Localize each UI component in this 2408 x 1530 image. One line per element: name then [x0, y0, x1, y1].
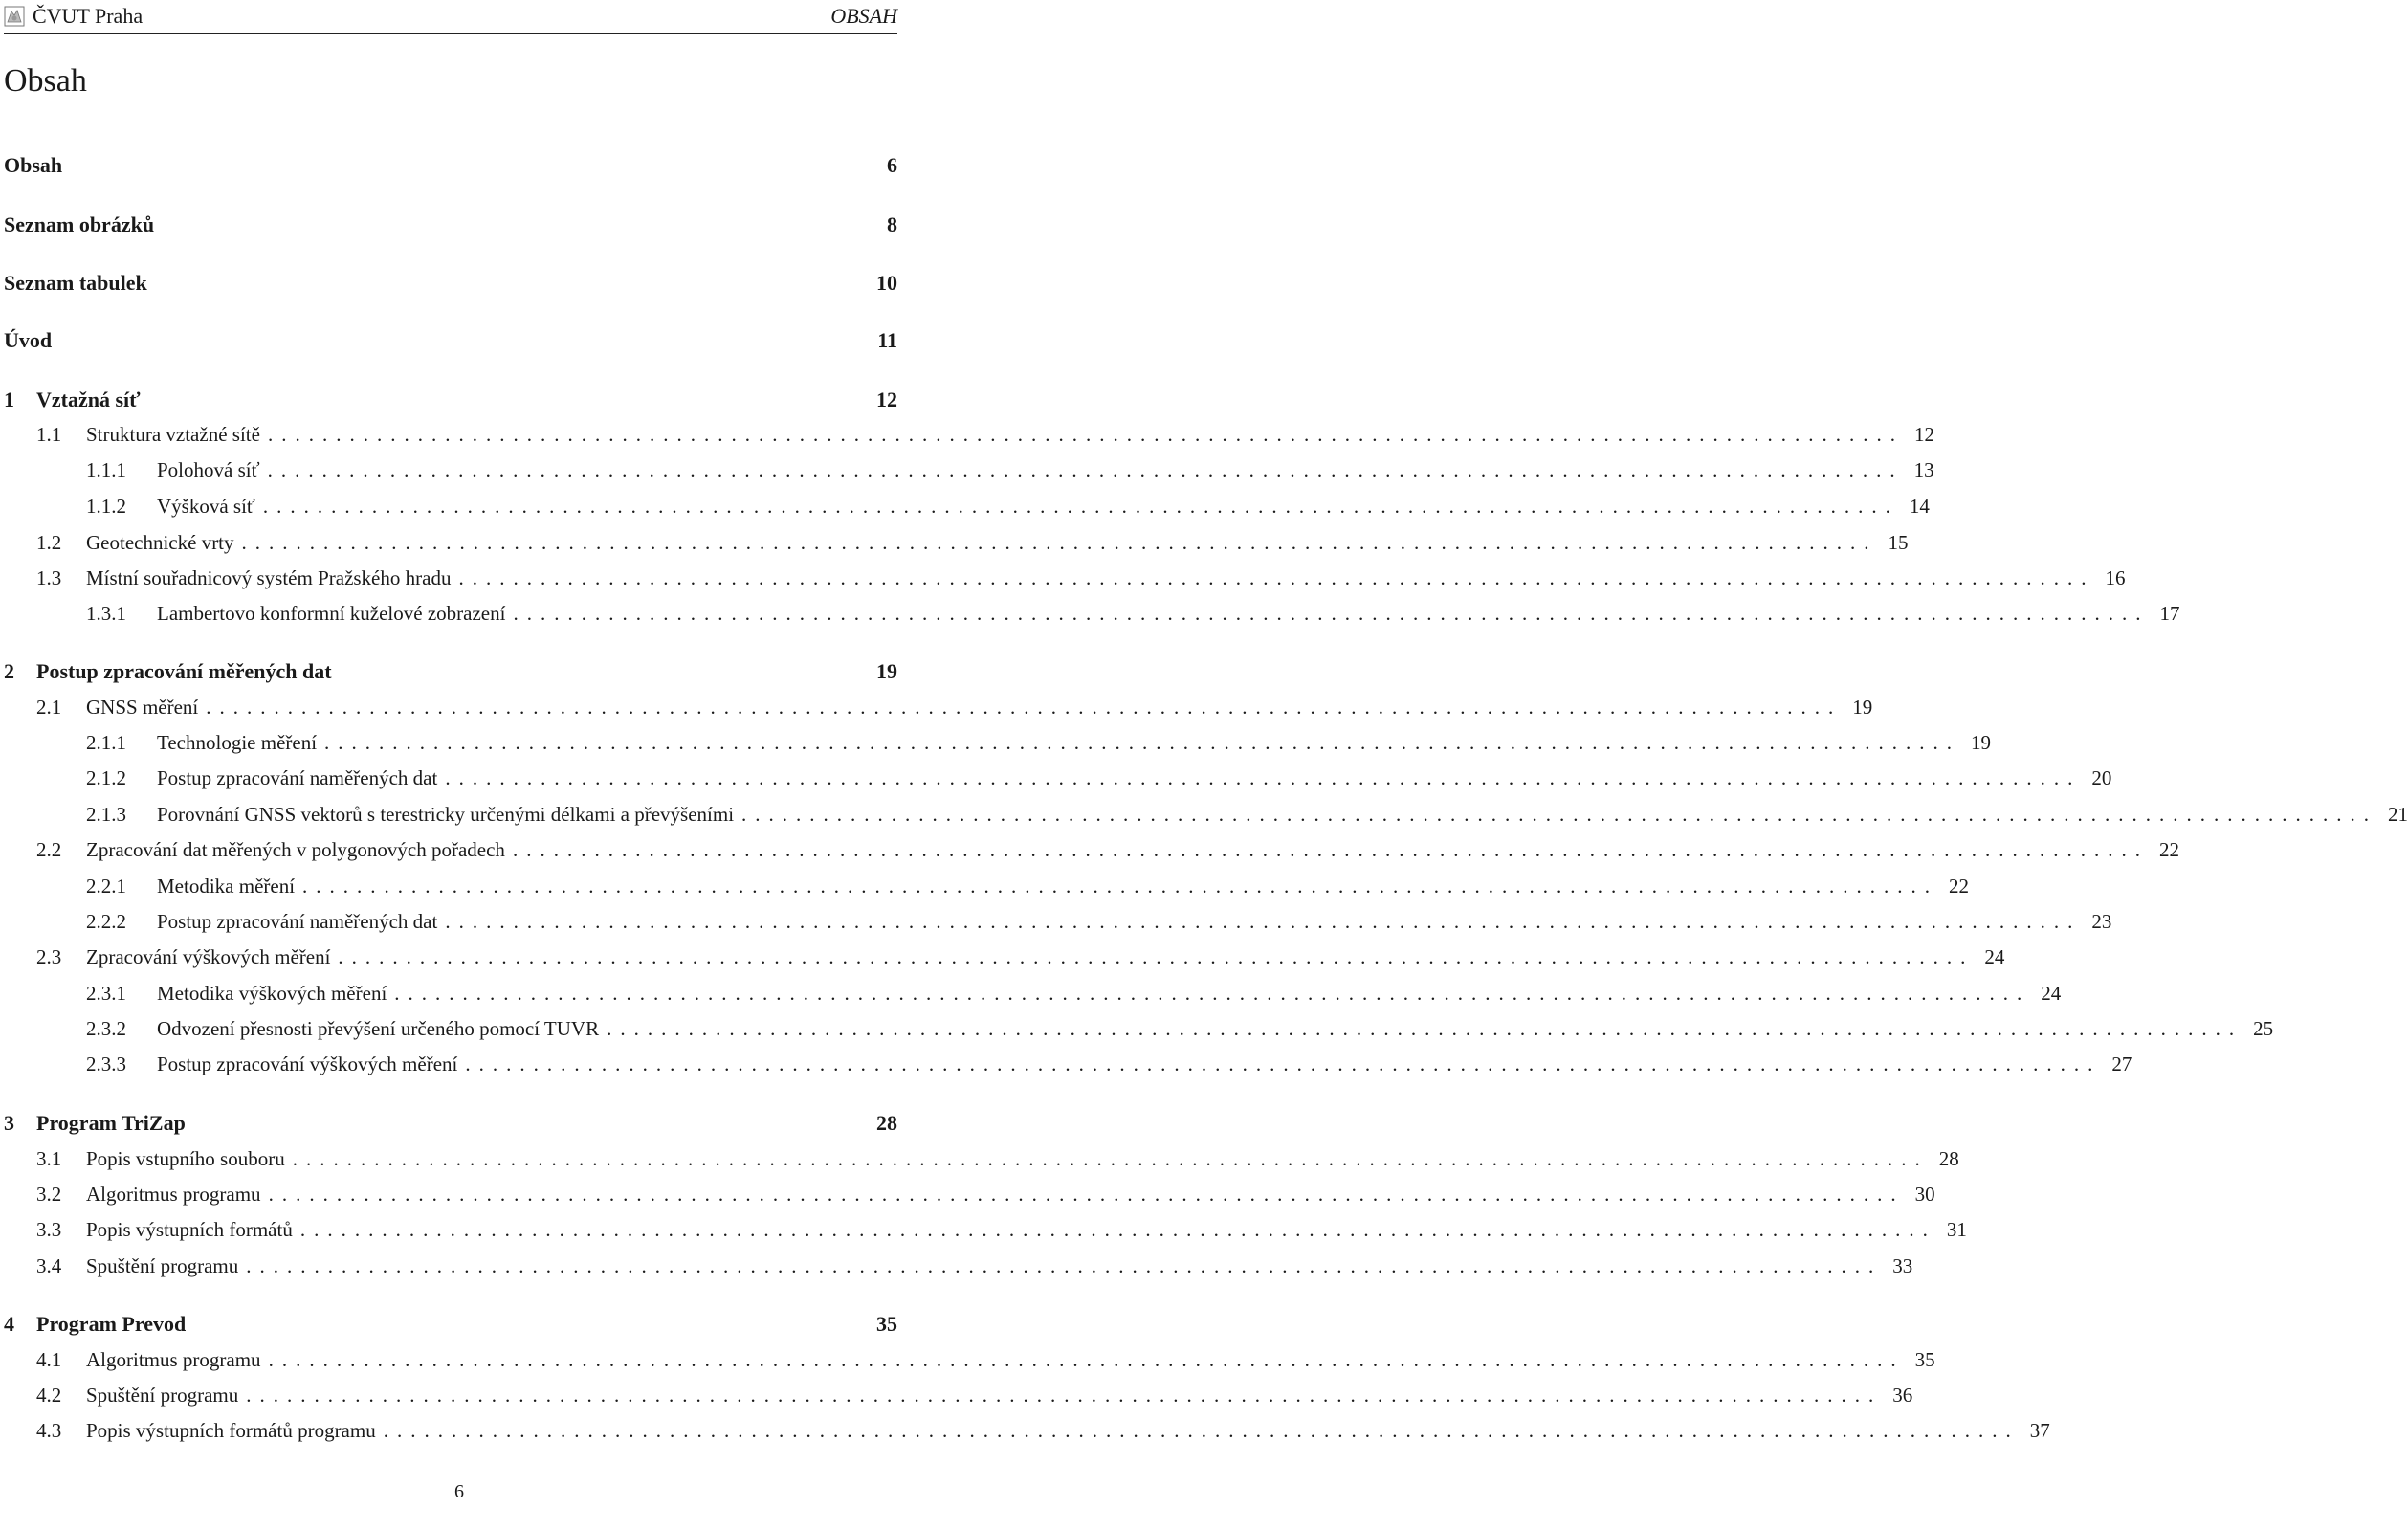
toc-entry-number: 4.1 — [36, 1348, 62, 1371]
toc-entry-title: Seznam tabulek — [4, 271, 147, 295]
toc-entry-page: 28 — [876, 1111, 897, 1135]
toc-entry-number: 2.2.1 — [86, 875, 126, 898]
header-section-title: OBSAH — [830, 4, 897, 28]
toc-entry-page: 13 — [1913, 458, 1934, 481]
toc-entry-title: Spuštění programu — [86, 1384, 239, 1407]
toc-dot-leader: ........................................................................................................................ — [268, 1183, 1905, 1206]
toc-entry-page: 30 — [1914, 1183, 1935, 1206]
toc-dot-leader: ........................................................................................................................ — [458, 566, 2095, 589]
page-title: Obsah — [4, 63, 87, 99]
toc-entry[interactable] — [4, 731, 1992, 758]
toc-entry-title: Úvod — [4, 328, 53, 352]
toc-entry[interactable] — [4, 696, 1873, 722]
toc-entry[interactable] — [4, 495, 1930, 521]
toc-entry-number: 2.1.2 — [86, 766, 126, 789]
toc-entry-title: Spuštění programu — [86, 1254, 239, 1277]
toc-entry[interactable] — [4, 803, 2408, 830]
toc-entry-title: Program TriZap — [36, 1111, 186, 1135]
toc-dot-leader: ........................................................................................................................ — [338, 945, 1975, 968]
toc-entry-title: Místní souřadnicový systém Pražského hradu — [86, 566, 452, 589]
toc-dot-leader: ........................................................................................................................ — [299, 1218, 1936, 1241]
toc-entry-number: 2.1 — [36, 696, 62, 719]
toc-entry-page: 25 — [2253, 1017, 2274, 1040]
toc-entry[interactable] — [4, 1218, 1967, 1245]
toc-entry[interactable] — [4, 982, 2062, 1009]
toc-entry[interactable] — [4, 1147, 1959, 1174]
toc-dot-leader: ........................................................................................................................ — [302, 875, 1939, 898]
toc-entry-page: 12 — [1913, 423, 1934, 446]
toc-entry[interactable] — [4, 271, 897, 298]
toc-dot-leader: ........................................................................................................................ — [206, 696, 1843, 719]
toc-entry-number: 3.1 — [36, 1147, 62, 1170]
toc-entry-page: 21 — [2388, 803, 2408, 826]
toc-entry-number: 1.3.1 — [86, 602, 126, 625]
toc-entry-title: Popis výstupních formátů programu — [86, 1419, 376, 1442]
toc-entry[interactable] — [4, 875, 1970, 901]
toc-entry[interactable] — [4, 531, 1909, 558]
toc-entry-number: 3.3 — [36, 1218, 62, 1241]
toc-entry[interactable] — [4, 659, 897, 686]
toc-entry-page: 6 — [887, 153, 897, 177]
toc-entry-title: Zpracování dat měřených v polygonových pořadech — [86, 838, 505, 861]
toc-entry[interactable] — [4, 423, 1934, 450]
toc-entry-page: 10 — [876, 271, 897, 295]
page-number: 6 — [454, 1481, 464, 1502]
toc-dot-leader: ........................................................................................................................ — [465, 1053, 2102, 1075]
toc-dot-leader: ........................................................................................................................ — [741, 803, 2378, 826]
toc-dot-leader: ........................................................................................................................ — [292, 1147, 1929, 1170]
toc-entry-number: 2 — [4, 659, 14, 683]
toc-entry[interactable] — [4, 388, 897, 414]
toc-entry-page: 35 — [876, 1312, 897, 1336]
toc-dot-leader: ........................................................................................................................ — [246, 1254, 1883, 1277]
toc-entry-title: Geotechnické vrty — [86, 531, 234, 554]
toc-entry-page: 24 — [2041, 982, 2062, 1005]
toc-entry-number: 4 — [4, 1312, 14, 1336]
toc-entry-title: Postup zpracování výškových měření — [157, 1053, 458, 1075]
header-institution: ČVUT Praha — [33, 4, 144, 28]
toc-entry-page: 11 — [877, 328, 897, 352]
toc-entry-title: Vztažná síť — [36, 388, 141, 411]
toc-entry-page: 8 — [887, 212, 897, 236]
toc-entry-number: 2.2.2 — [86, 910, 126, 933]
toc-entry-title: Postup zpracování naměřených dat — [157, 766, 438, 789]
toc-entry-page: 19 — [1852, 696, 1873, 719]
toc-entry-number: 2.3.2 — [86, 1017, 126, 1040]
toc-entry[interactable] — [4, 1111, 897, 1138]
toc-entry-page: 22 — [1949, 875, 1970, 898]
toc-entry-number: 1.1.2 — [86, 495, 126, 518]
toc-entry-page: 35 — [1914, 1348, 1935, 1371]
toc-entry-page: 19 — [1971, 731, 1992, 754]
toc-entry-number: 2.3.1 — [86, 982, 126, 1005]
toc-entry-number: 3 — [4, 1111, 14, 1135]
toc-entry-page: 33 — [1892, 1254, 1913, 1277]
toc-entry-title: Zpracování výškových měření — [86, 945, 331, 968]
toc-entry[interactable] — [4, 838, 2179, 865]
toc-entry-title: Algoritmus programu — [86, 1348, 261, 1371]
toc-dot-leader: ........................................................................................................................ — [383, 1419, 2020, 1442]
toc-entry-page: 27 — [2111, 1053, 2132, 1075]
toc-dot-leader: ........................................................................................................................ — [513, 602, 2150, 625]
toc-entry-number: 4.3 — [36, 1419, 62, 1442]
toc-entry-title: Popis vstupního souboru — [86, 1147, 285, 1170]
toc-entry-number: 2.1.1 — [86, 731, 126, 754]
toc-entry-title: Postup zpracování měřených dat — [36, 659, 332, 683]
toc-entry-title: Postup zpracování naměřených dat — [157, 910, 438, 933]
toc-entry[interactable] — [4, 945, 2005, 972]
toc-dot-leader: ........................................................................................................................ — [445, 910, 2082, 933]
toc-entry[interactable] — [4, 1017, 2274, 1044]
toc-entry-title: Metodika měření — [157, 875, 296, 898]
toc-entry-page: 19 — [876, 659, 897, 683]
toc-dot-leader: ........................................................................................................................ — [262, 495, 1899, 518]
toc-dot-leader: ........................................................................................................................ — [445, 766, 2082, 789]
toc-dot-leader: ........................................................................................................................ — [607, 1017, 2243, 1040]
toc-entry-number: 1.2 — [36, 531, 62, 554]
toc-entry-title: Lambertovo konformní kuželové zobrazení — [157, 602, 506, 625]
toc-entry-page: 31 — [1946, 1218, 1967, 1241]
toc-entry[interactable] — [4, 1384, 1913, 1410]
toc-entry-number: 1.1 — [36, 423, 62, 446]
toc-entry-page: 15 — [1888, 531, 1909, 554]
toc-entry[interactable] — [4, 212, 897, 239]
toc-entry[interactable] — [4, 458, 1934, 485]
toc-dot-leader: ........................................................................................................................ — [267, 458, 1904, 481]
toc-entry-title: Obsah — [4, 153, 63, 177]
toc-dot-leader: ........................................................................................................................ — [246, 1384, 1883, 1407]
toc-entry[interactable] — [4, 1348, 1935, 1375]
toc-entry-title: Algoritmus programu — [86, 1183, 261, 1206]
toc-entry-title: Polohová síť — [157, 458, 260, 481]
toc-entry-page: 14 — [1909, 495, 1930, 518]
toc-entry-number: 3.2 — [36, 1183, 62, 1206]
toc-entry-page: 22 — [2158, 838, 2179, 861]
toc-entry-number: 2.3 — [36, 945, 62, 968]
toc-entry-number: 1 — [4, 388, 14, 411]
toc-entry[interactable] — [4, 1312, 897, 1339]
toc-dot-leader: ........................................................................................................................ — [241, 531, 1878, 554]
toc-dot-leader: ........................................................................................................................ — [324, 731, 1961, 754]
toc-entry[interactable] — [4, 1419, 2050, 1446]
toc-entry-title: GNSS měření — [86, 696, 199, 719]
toc-entry-number: 1.1.1 — [86, 458, 126, 481]
toc-entry[interactable] — [4, 1053, 2132, 1079]
toc-entry[interactable] — [4, 153, 897, 180]
toc-entry-title: Program Prevod — [36, 1312, 187, 1336]
toc-entry-title: Seznam obrázků — [4, 212, 155, 236]
toc-dot-leader: ........................................................................................................................ — [267, 423, 1904, 446]
toc-entry[interactable] — [4, 766, 2112, 793]
toc-entry-page: 36 — [1892, 1384, 1913, 1407]
toc-dot-leader: ........................................................................................................................ — [394, 982, 2031, 1005]
toc-entry[interactable] — [4, 328, 897, 355]
toc-entry[interactable] — [4, 910, 2112, 937]
toc-entry-title: Odvození přesnosti převýšení určeného pomocí TUVR — [157, 1017, 600, 1040]
toc-dot-leader: ........................................................................................................................ — [512, 838, 2149, 861]
toc-entry-page: 17 — [2159, 602, 2180, 625]
toc-entry-title: Struktura vztažné sítě — [86, 423, 260, 446]
toc-entry-title: Porovnání GNSS vektorů s terestricky určenými délkami a převýšeními — [157, 803, 735, 826]
toc-entry-page: 23 — [2091, 910, 2112, 933]
toc-entry-number: 2.3.3 — [86, 1053, 126, 1075]
toc-entry[interactable] — [4, 566, 2126, 593]
toc-entry-title: Technologie měření — [157, 731, 318, 754]
toc-entry-page: 24 — [1984, 945, 2005, 968]
toc-entry-page: 20 — [2091, 766, 2112, 789]
toc-entry-page: 12 — [876, 388, 897, 411]
toc-entry-number: 4.2 — [36, 1384, 62, 1407]
toc-entry[interactable] — [4, 1183, 1935, 1209]
toc-entry-page: 16 — [2105, 566, 2126, 589]
toc-entry-title: Popis výstupních formátů — [86, 1218, 293, 1241]
toc-entry[interactable] — [4, 1254, 1913, 1281]
toc-entry-title: Metodika výškových měření — [157, 982, 387, 1005]
toc-entry-title: Výšková síť — [157, 495, 255, 518]
toc-entry-number: 1.3 — [36, 566, 62, 589]
toc-entry-number: 3.4 — [36, 1254, 62, 1277]
toc-entry-number: 2.1.3 — [86, 803, 126, 826]
toc-entry-page: 37 — [2029, 1419, 2050, 1442]
toc-entry[interactable] — [4, 602, 2180, 629]
toc-dot-leader: ........................................................................................................................ — [268, 1348, 1905, 1371]
toc-entry-number: 2.2 — [36, 838, 62, 861]
toc-entry-page: 28 — [1938, 1147, 1959, 1170]
